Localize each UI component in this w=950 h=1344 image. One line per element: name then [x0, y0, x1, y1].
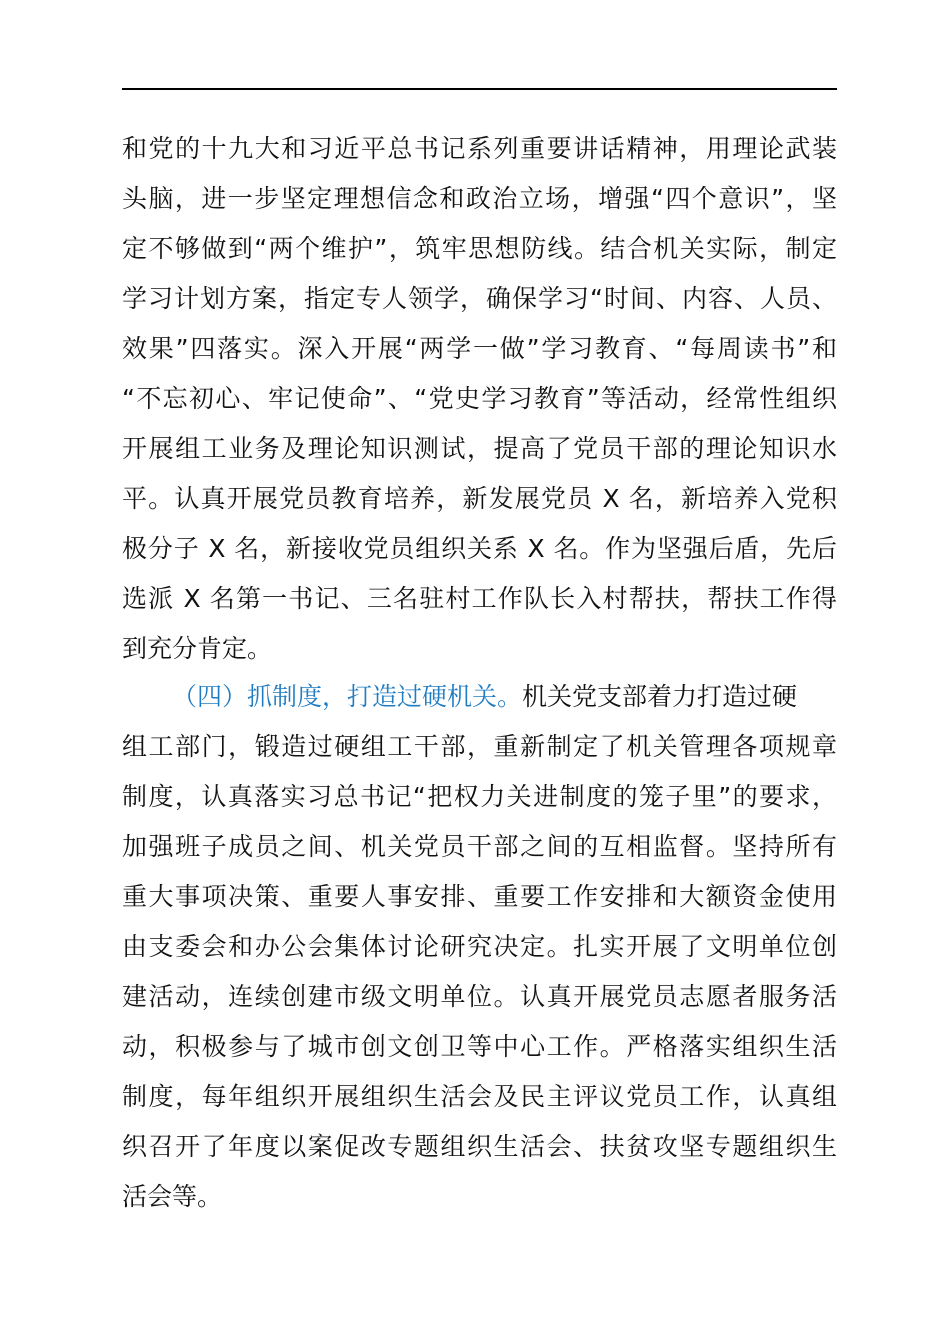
- body-line: 到充分肯定。: [122, 634, 273, 663]
- body-line: 活会等。: [122, 1182, 223, 1211]
- body-line: 动，积极参与了城市创文创卫等中心工作。严格落实组织生活: [122, 1032, 837, 1061]
- body-line: 头脑，进一步坚定理想信念和政治立场，增强“四个意识”，坚: [122, 184, 837, 213]
- body-line: 平。认真开展党员教育培养，新发展党员 X 名，新培养入党积: [122, 484, 837, 513]
- body-line: 加强班子成员之间、机关党员干部之间的互相监督。坚持所有: [122, 832, 837, 861]
- header-rule: [122, 88, 837, 90]
- body-line: 制度，认真落实习总书记“把权力关进制度的笼子里”的要求，: [122, 782, 837, 811]
- body-line: “不忘初心、牢记使命”、“党史学习教育”等活动，经常性组织: [122, 384, 837, 413]
- body-line: 制度，每年组织开展组织生活会及民主评议党员工作，认真组: [122, 1082, 837, 1111]
- body-line: 效果”四落实。深入开展“两学一做”学习教育、“每周读书”和: [122, 334, 837, 363]
- body-line: 学习计划方案，指定专人领学，确保学习“时间、内容、人员、: [122, 284, 837, 313]
- section-first-line-text: 机关党支部着力打造过硬: [522, 682, 798, 711]
- body-line: 建活动，连续创建市级文明单位。认真开展党员志愿者服务活: [122, 982, 837, 1011]
- body-line: 开展组工业务及理论知识测试，提高了党员干部的理论知识水: [122, 434, 837, 463]
- section-first-line: [172, 677, 837, 717]
- section-heading: （四）抓制度，打造过硬机关。: [172, 682, 523, 711]
- body-line: 选派 X 名第一书记、三名驻村工作队长入村帮扶，帮扶工作得: [122, 584, 837, 613]
- body-line: 由支委会和办公会集体讨论研究决定。扎实开展了文明单位创: [122, 932, 837, 961]
- body-line: 极分子 X 名，新接收党员组织关系 X 名。作为坚强后盾，先后: [122, 534, 837, 563]
- body-line: 和党的十九大和习近平总书记系列重要讲话精神，用理论武装: [122, 134, 837, 163]
- body-line: 定不够做到“两个维护”，筑牢思想防线。结合机关实际，制定: [122, 234, 837, 263]
- body-line: 重大事项决策、重要人事安排、重要工作安排和大额资金使用: [122, 882, 837, 911]
- body-line: 织召开了年度以案促改专题组织生活会、扶贫攻坚专题组织生: [122, 1132, 837, 1161]
- body-line: 组工部门，锻造过硬组工干部，重新制定了机关管理各项规章: [122, 732, 837, 761]
